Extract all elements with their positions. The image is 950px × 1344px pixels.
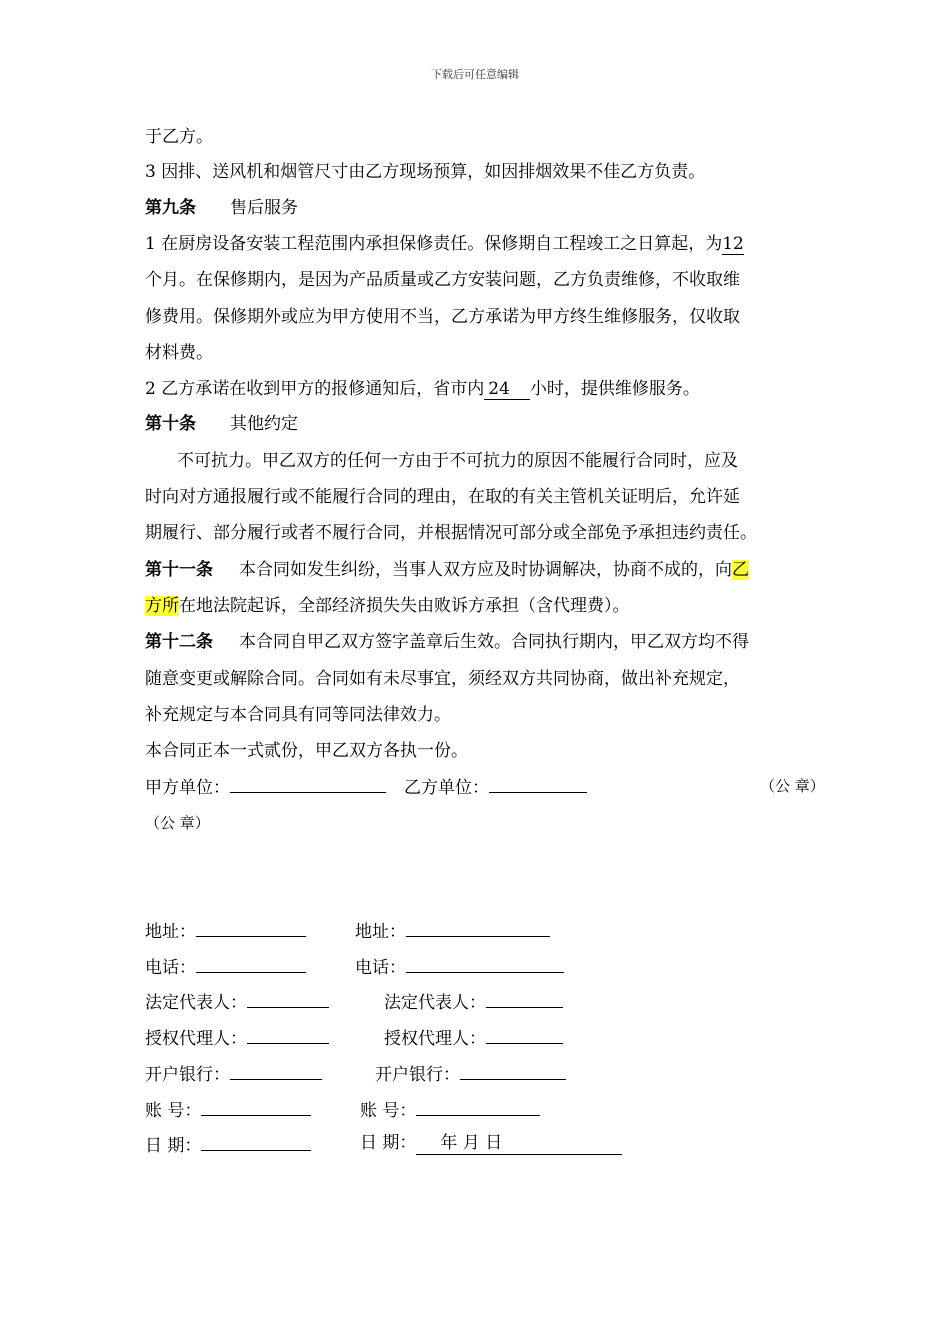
party-a-blank[interactable] [230, 774, 386, 793]
highlighted-text: 方所 [145, 596, 179, 616]
text-line: 修费用。保修期外或应为甲方使用不当，乙方承诺为甲方终生维修服务，仅收取 [145, 307, 740, 327]
hours-value: 24 [488, 379, 510, 399]
account-row-b [360, 1097, 540, 1122]
bank-a-blank[interactable] [230, 1061, 322, 1080]
account-b-blank[interactable] [416, 1097, 540, 1116]
text-segment: 在地法院起诉，全部经济损失失由败诉方承担（含代理费）。 [179, 596, 630, 616]
legal-rep-label: 法定代表人： [384, 993, 486, 1013]
article-title: 第十条 [145, 414, 196, 434]
article-title: 第十一条 [145, 560, 213, 580]
agent-row [145, 1025, 329, 1050]
response-hours [484, 379, 530, 400]
account-row [145, 1097, 311, 1122]
text-line: 期履行、部分履行或者不履行合同，并根据情况可部分或全部免予承担违约责任。 [145, 523, 757, 543]
date-row-b [360, 1132, 622, 1155]
party-a-label: 甲方单位： [145, 778, 230, 798]
phone-b-blank[interactable] [406, 954, 564, 973]
text-line: 补充规定与本合同具有同等同法律效力。 [145, 705, 451, 725]
article-11 [145, 559, 749, 581]
seal-left: （公 章） [145, 814, 210, 832]
phone-a-blank[interactable] [196, 954, 306, 973]
text-segment: 2 乙方承诺在收到甲方的报修通知后，省市内 [145, 379, 485, 399]
phone-row-b [355, 954, 564, 979]
bank-row [145, 1061, 322, 1086]
text-segment: 小时，提供维修服务。 [529, 379, 700, 399]
article-title: 第十二条 [145, 632, 213, 652]
address-label: 地址： [145, 922, 196, 942]
agent-label: 授权代理人： [145, 1029, 247, 1049]
article-name: 其他约定 [230, 414, 298, 434]
date-label: 日 期： [360, 1133, 417, 1153]
address-label: 地址： [355, 922, 406, 942]
agent-label: 授权代理人： [384, 1029, 486, 1049]
legal-rep-row-b [384, 989, 563, 1014]
article-10-heading [145, 413, 298, 435]
address-row [145, 918, 306, 943]
account-a-blank[interactable] [201, 1097, 311, 1116]
text-line: 于乙方。 [145, 127, 213, 147]
text-segment: 1 在厨房设备安装工程范围内承担保修责任。保修期自工程竣工之日算起，为 [145, 234, 723, 254]
phone-label: 电话： [145, 958, 196, 978]
text-line [145, 595, 630, 617]
party-b-blank[interactable] [489, 774, 587, 793]
article-name: 售后服务 [230, 198, 298, 218]
address-row-b [355, 918, 550, 943]
party-units-row [145, 774, 587, 799]
bank-label: 开户银行： [145, 1065, 230, 1085]
article-12 [145, 631, 749, 653]
phone-label: 电话： [355, 958, 406, 978]
text-line: 3 因排、送风机和烟管尺寸由乙方现场预算，如因排烟效果不佳乙方负责。 [145, 162, 706, 182]
address-b-blank[interactable] [406, 918, 550, 937]
date-label: 日 期： [145, 1136, 202, 1156]
text-line: 不可抗力。甲乙双方的任何一方由于不可抗力的原因不能履行合同时，应及 [177, 451, 738, 471]
text-line: 时向对方通报履行或不能履行合同的理由，在取的有关主管机关证明后，允许延 [145, 487, 740, 507]
phone-row [145, 954, 306, 979]
date-b-blank[interactable] [416, 1132, 622, 1155]
legal-rep-b-blank[interactable] [486, 989, 563, 1008]
warranty-months: 12 [722, 234, 744, 254]
agent-a-blank[interactable] [247, 1025, 329, 1044]
page-header: 下载后可任意编辑 [431, 68, 519, 81]
text-line: 个月。在保修期内，是因为产品质量或乙方安装问题，乙方负责维修，不收取维 [145, 270, 740, 290]
bank-row-b [375, 1061, 566, 1086]
legal-rep-label: 法定代表人： [145, 993, 247, 1013]
date-row [145, 1132, 311, 1157]
agent-b-blank[interactable] [486, 1025, 563, 1044]
text-line [145, 233, 744, 255]
party-b-label: 乙方单位： [404, 778, 489, 798]
agent-row-b [384, 1025, 563, 1050]
account-label: 账 号： [360, 1101, 417, 1121]
text-line: 本合同正本一式贰份，甲乙双方各执一份。 [145, 741, 468, 761]
seal-right: （公 章） [760, 777, 825, 795]
highlighted-text: 乙 [732, 560, 749, 580]
text-line: 随意变更或解除合同。合同如有未尽事宜，须经双方共同协商，做出补充规定， [145, 669, 740, 689]
text-segment: 本合同自甲乙双方签字盖章后生效。合同执行期内，甲乙双方均不得 [239, 632, 749, 652]
date-b-text: 年 月 日 [440, 1133, 503, 1153]
text-line [145, 378, 700, 400]
article-9-heading [145, 197, 298, 219]
legal-rep-a-blank[interactable] [247, 989, 329, 1008]
text-segment: 本合同如发生纠纷，当事人双方应及时协调解决，协商不成的，向 [239, 560, 732, 580]
legal-rep-row [145, 989, 329, 1014]
date-a-blank[interactable] [201, 1132, 311, 1151]
bank-label: 开户银行： [375, 1065, 460, 1085]
account-label: 账 号： [145, 1101, 202, 1121]
address-a-blank[interactable] [196, 918, 306, 937]
article-title: 第九条 [145, 198, 196, 218]
bank-b-blank[interactable] [460, 1061, 566, 1080]
text-line: 材料费。 [145, 343, 213, 363]
